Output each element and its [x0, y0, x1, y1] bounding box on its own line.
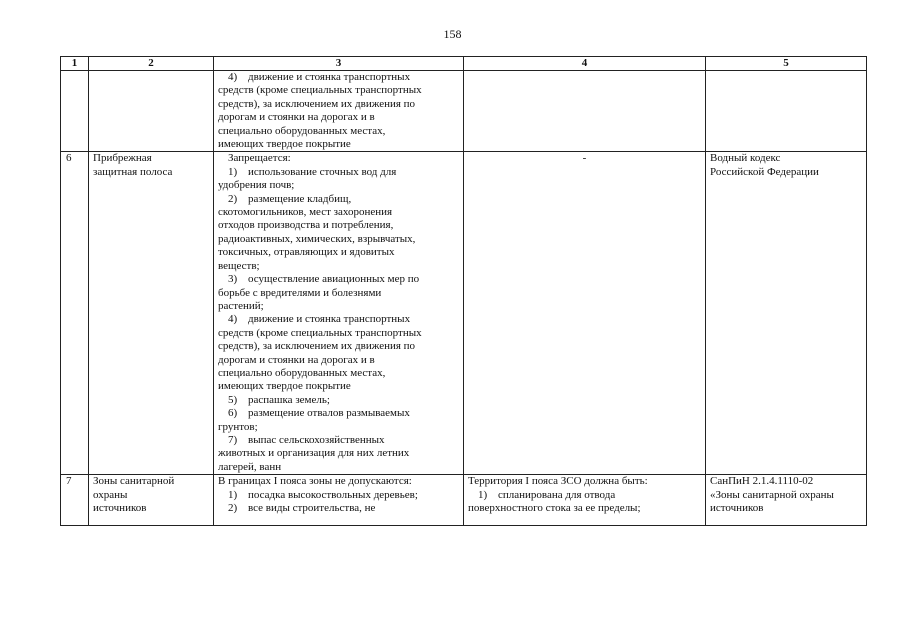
list-item-text: размещение кладбищ,	[248, 192, 352, 205]
continued-num-cell	[61, 71, 89, 152]
list-item-text: размещение отвалов размываемых	[248, 407, 410, 420]
list-item-text: веществ;	[218, 259, 260, 272]
row6-source	[706, 152, 867, 475]
row6-requirements: -	[464, 152, 706, 475]
list-item-line	[218, 461, 459, 474]
list-item-line	[218, 327, 459, 340]
text-line: Водный кодекс	[710, 152, 781, 165]
list-item-text: лагерей, ванн	[218, 460, 282, 473]
list-item-number: 4)	[228, 71, 238, 83]
text-line: охраны	[93, 488, 128, 501]
list-item-number: 3)	[228, 273, 238, 286]
list-item-text: движение и стоянка транспортных	[248, 71, 411, 83]
row7-source	[706, 475, 867, 526]
list-item-text: специально оборудованных местах,	[218, 366, 386, 379]
list-item-line	[218, 380, 459, 393]
list-item-number: 7)	[228, 433, 238, 446]
list-item-line	[218, 138, 459, 151]
continued-requirements-cell	[464, 71, 706, 152]
list-item-line	[218, 421, 459, 434]
header-col-4: 4	[464, 57, 706, 71]
list-item-text: средств (кроме специальных транспортных	[218, 84, 422, 97]
list-item-line	[218, 354, 459, 367]
list-item-start	[218, 193, 459, 206]
list-item-text: распашка земель;	[248, 393, 330, 406]
list-item-start	[218, 407, 459, 420]
list-item-text: движение и стоянка транспортных	[248, 313, 411, 326]
text-line: Российской Федерации	[710, 165, 819, 178]
table-row-6	[61, 152, 867, 475]
list-item-number: 1)	[478, 488, 488, 501]
list-item-number: 1)	[228, 165, 238, 178]
list-item-number: 2)	[228, 502, 238, 514]
list-item-text: использование сточных вод для	[248, 165, 397, 178]
list-item-text: специально оборудованных местах,	[218, 124, 386, 137]
list-item-text: борьбе с вредителями и болезнями	[218, 286, 382, 299]
list-item-line	[218, 125, 459, 138]
list-item-text: радиоактивных, химических, взрывчатых,	[218, 232, 416, 245]
list-item-text: растений;	[218, 299, 264, 312]
list-item-text: отходов производства и потребления,	[218, 219, 394, 232]
header-row	[61, 57, 867, 71]
row7-restrictions	[214, 475, 464, 526]
list-item-text: осуществление авиационных мер по	[248, 273, 420, 286]
list-item-line	[468, 475, 701, 488]
list-item-text: удобрения почв;	[218, 179, 295, 192]
list-item-line	[218, 152, 459, 165]
list-item-number: 2)	[228, 192, 238, 205]
list-item-line	[218, 111, 459, 124]
list-item-text: посадка высокоствольных деревьев;	[248, 488, 418, 501]
list-item-text: Запрещается:	[228, 152, 291, 165]
list-item-text: средств), за исключением их движения по	[218, 340, 416, 353]
row7-zone-name	[89, 475, 214, 526]
continued-name-cell	[89, 71, 214, 152]
list-item-start	[218, 273, 459, 286]
list-item-start	[218, 502, 459, 515]
continued-restrictions-cell	[214, 71, 464, 152]
header-col-3: 3	[214, 57, 464, 71]
page-number: 158	[443, 27, 462, 41]
text-line: Прибрежная	[93, 152, 152, 165]
list-item-text: имеющих твердое покрытие	[218, 138, 351, 151]
row6-number: 6	[61, 152, 89, 475]
header-col-5: 5	[706, 57, 867, 71]
text-line: источников	[710, 502, 764, 514]
zones-table	[60, 56, 867, 526]
list-item-line	[218, 300, 459, 313]
list-item-text: средств), за исключением их движения по	[218, 97, 416, 110]
text-line: «Зоны санитарной охраны	[710, 488, 834, 501]
table-row-continued	[61, 71, 867, 152]
text-line: СанПиН 2.1.4.1110-02	[710, 475, 814, 488]
continued-source-cell	[706, 71, 867, 152]
list-item-number: 6)	[228, 407, 238, 420]
table-row-7	[61, 475, 867, 526]
list-item-start	[468, 489, 701, 502]
list-item-text: токсичных, отравляющих и ядовитых	[218, 246, 395, 259]
text-line: источников	[93, 502, 147, 514]
list-item-text: спланирована для отвода	[498, 488, 616, 501]
list-item-text: поверхностного стока за ее пределы;	[468, 502, 641, 514]
list-item-text: грунтов;	[218, 420, 258, 433]
list-item-line	[218, 367, 459, 380]
list-item-text: дорогам и стоянки на дорогах и в	[218, 353, 375, 366]
text-line: Зоны санитарной	[93, 475, 175, 488]
text-line: защитная полоса	[93, 165, 173, 178]
list-item-text: дорогам и стоянки на дорогах и в	[218, 111, 375, 124]
list-item-line	[218, 98, 459, 111]
list-item-line	[218, 340, 459, 353]
list-item-start	[218, 394, 459, 407]
list-item-line	[218, 447, 459, 460]
row7-number: 7	[61, 475, 89, 526]
list-item-line	[218, 287, 459, 300]
list-item-text: скотомогильников, мест захоронения	[218, 206, 393, 219]
list-item-line	[218, 246, 459, 259]
list-item-number: 4)	[228, 313, 238, 326]
list-item-line	[218, 260, 459, 273]
header-col-1: 1	[61, 57, 89, 71]
list-item-number: 1)	[228, 488, 238, 501]
list-item-line	[218, 219, 459, 232]
list-item-text: Территория I пояса ЗСО должна быть:	[468, 475, 648, 488]
list-item-line	[218, 475, 459, 488]
list-item-text: средств (кроме специальных транспортных	[218, 326, 422, 339]
list-item-text: имеющих твердое покрытие	[218, 380, 351, 393]
row7-requirements	[464, 475, 706, 526]
list-item-text: все виды строительства, не	[248, 502, 376, 514]
list-item-text: В границах I пояса зоны не допускаются:	[218, 475, 412, 488]
row6-restrictions	[214, 152, 464, 475]
list-item-text: выпас сельскохозяйственных	[248, 433, 385, 446]
row6-zone-name	[89, 152, 214, 475]
header-col-2: 2	[89, 57, 214, 71]
list-item-start	[218, 71, 459, 84]
list-item-line	[218, 179, 459, 192]
list-item-text: животных и организация для них летних	[218, 447, 410, 460]
list-item-line	[218, 206, 459, 219]
list-item-line	[468, 502, 701, 515]
list-item-line	[218, 233, 459, 246]
list-item-start	[218, 489, 459, 502]
list-item-start	[218, 166, 459, 179]
list-item-number: 5)	[228, 393, 238, 406]
list-item-start	[218, 313, 459, 326]
list-item-start	[218, 434, 459, 447]
list-item-line	[218, 84, 459, 97]
